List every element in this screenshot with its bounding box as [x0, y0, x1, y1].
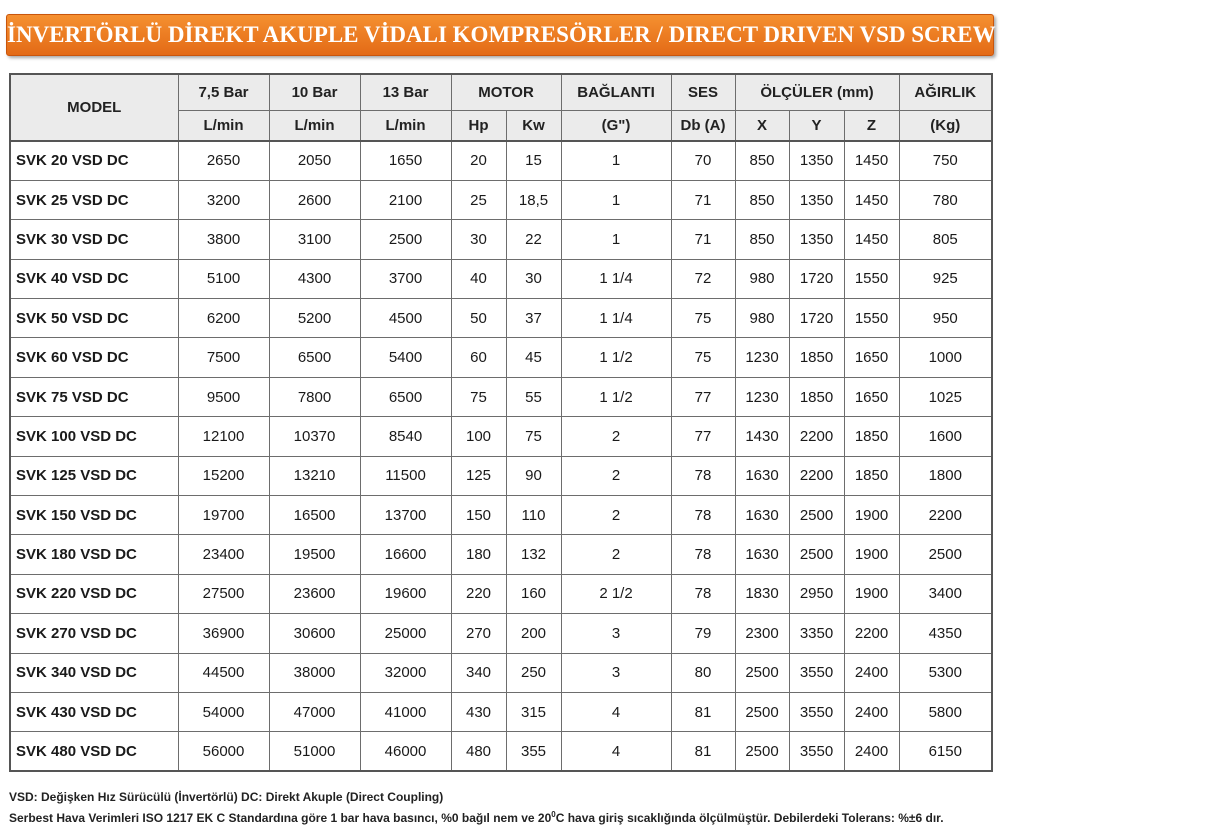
cell-7-5-bar: 3200: [178, 180, 269, 219]
cell-13-bar: 2500: [360, 220, 451, 259]
cell-hp: 340: [451, 653, 506, 692]
cell-z: 2200: [844, 614, 899, 653]
cell-connection: 1 1/4: [561, 259, 671, 298]
table-row: [10, 338, 992, 377]
cell-connection: 2: [561, 417, 671, 456]
table-body: [10, 141, 992, 771]
cell-7-5-bar: 54000: [178, 692, 269, 731]
cell-z: 1650: [844, 377, 899, 416]
unit-hp: Hp: [451, 110, 506, 141]
cell-hp: 40: [451, 259, 506, 298]
cell-model: SVK 150 VSD DC: [10, 496, 178, 535]
compressor-spec-table: [9, 73, 993, 772]
cell-x: 850: [735, 220, 789, 259]
cell-z: 1550: [844, 259, 899, 298]
cell-model: SVK 60 VSD DC: [10, 338, 178, 377]
cell-hp: 50: [451, 299, 506, 338]
cell-db: 71: [671, 220, 735, 259]
cell-13-bar: 13700: [360, 496, 451, 535]
cell-7-5-bar: 44500: [178, 653, 269, 692]
table-row: [10, 732, 992, 771]
cell-z: 2400: [844, 692, 899, 731]
cell-model: SVK 430 VSD DC: [10, 692, 178, 731]
cell-model: SVK 220 VSD DC: [10, 574, 178, 613]
cell-y: 3550: [789, 732, 844, 771]
cell-db: 78: [671, 574, 735, 613]
cell-db: 77: [671, 417, 735, 456]
cell-weight: 5300: [899, 653, 992, 692]
header-model: MODEL: [10, 74, 178, 141]
cell-kw: 160: [506, 574, 561, 613]
cell-weight: 6150: [899, 732, 992, 771]
cell-db: 80: [671, 653, 735, 692]
cell-kw: 90: [506, 456, 561, 495]
cell-hp: 60: [451, 338, 506, 377]
cell-y: 2500: [789, 535, 844, 574]
unit-z: Z: [844, 110, 899, 141]
cell-z: 1450: [844, 220, 899, 259]
cell-hp: 270: [451, 614, 506, 653]
cell-13-bar: 16600: [360, 535, 451, 574]
cell-weight: 750: [899, 141, 992, 180]
cell-connection: 2: [561, 496, 671, 535]
cell-hp: 25: [451, 180, 506, 219]
cell-7-5-bar: 19700: [178, 496, 269, 535]
cell-13-bar: 32000: [360, 653, 451, 692]
footnote-iso-superscript: 0: [551, 810, 556, 819]
cell-db: 75: [671, 338, 735, 377]
cell-db: 77: [671, 377, 735, 416]
cell-connection: 1 1/4: [561, 299, 671, 338]
cell-y: 3550: [789, 653, 844, 692]
cell-connection: 1: [561, 180, 671, 219]
cell-x: 980: [735, 259, 789, 298]
cell-weight: 1000: [899, 338, 992, 377]
cell-model: SVK 75 VSD DC: [10, 377, 178, 416]
cell-x: 1430: [735, 417, 789, 456]
cell-kw: 15: [506, 141, 561, 180]
header-agirlik: AĞIRLIK: [899, 74, 992, 110]
cell-y: 3350: [789, 614, 844, 653]
table-row: [10, 180, 992, 219]
cell-db: 78: [671, 496, 735, 535]
cell-z: 1850: [844, 456, 899, 495]
cell-db: 81: [671, 692, 735, 731]
cell-weight: 1025: [899, 377, 992, 416]
cell-10-bar: 13210: [269, 456, 360, 495]
cell-model: SVK 50 VSD DC: [10, 299, 178, 338]
cell-10-bar: 7800: [269, 377, 360, 416]
cell-y: 1350: [789, 141, 844, 180]
cell-db: 78: [671, 456, 735, 495]
cell-hp: 220: [451, 574, 506, 613]
header-7-5-bar: 7,5 Bar: [178, 74, 269, 110]
table-row: [10, 614, 992, 653]
cell-10-bar: 47000: [269, 692, 360, 731]
cell-y: 1720: [789, 299, 844, 338]
unit-kw: Kw: [506, 110, 561, 141]
cell-db: 81: [671, 732, 735, 771]
footnote-iso-text-b: C hava giriş sıcaklığında ölçülmüştür. Debilerdeki Toleran​s: %±6 dır.: [555, 811, 944, 825]
cell-hp: 150: [451, 496, 506, 535]
cell-db: 72: [671, 259, 735, 298]
cell-model: SVK 25 VSD DC: [10, 180, 178, 219]
table-row: [10, 299, 992, 338]
table-row: [10, 377, 992, 416]
cell-10-bar: 3100: [269, 220, 360, 259]
cell-connection: 4: [561, 732, 671, 771]
cell-y: 2200: [789, 417, 844, 456]
cell-x: 1630: [735, 535, 789, 574]
cell-10-bar: 4300: [269, 259, 360, 298]
cell-z: 1550: [844, 299, 899, 338]
cell-z: 2400: [844, 732, 899, 771]
cell-db: 75: [671, 299, 735, 338]
cell-hp: 430: [451, 692, 506, 731]
unit-x: X: [735, 110, 789, 141]
cell-model: SVK 340 VSD DC: [10, 653, 178, 692]
cell-connection: 1 1/2: [561, 377, 671, 416]
cell-weight: 2200: [899, 496, 992, 535]
cell-model: SVK 40 VSD DC: [10, 259, 178, 298]
cell-y: 1850: [789, 338, 844, 377]
cell-x: 2500: [735, 732, 789, 771]
cell-weight: 925: [899, 259, 992, 298]
cell-db: 79: [671, 614, 735, 653]
cell-kw: 45: [506, 338, 561, 377]
cell-hp: 75: [451, 377, 506, 416]
cell-kw: 200: [506, 614, 561, 653]
cell-10-bar: 19500: [269, 535, 360, 574]
cell-13-bar: 46000: [360, 732, 451, 771]
cell-13-bar: 3700: [360, 259, 451, 298]
cell-7-5-bar: 23400: [178, 535, 269, 574]
cell-model: SVK 270 VSD DC: [10, 614, 178, 653]
cell-weight: 2500: [899, 535, 992, 574]
cell-z: 1900: [844, 496, 899, 535]
page-title: İNVERTÖRLÜ DİREKT AKUPLE VİDALI KOMPRESÖRLER / DIRECT DRIVEN VSD SCREW AIR COMPRESSORS: [6, 14, 994, 56]
cell-hp: 100: [451, 417, 506, 456]
footnote-vsd: VSD: Değişken Hız Sürücülü (İnvertörlü) DC: Direkt Akuple (Direct Coupling): [9, 790, 444, 804]
table-row: [10, 220, 992, 259]
cell-weight: 3400: [899, 574, 992, 613]
header-olculer: ÖLÇÜLER (mm): [735, 74, 899, 110]
cell-z: 1900: [844, 574, 899, 613]
cell-model: SVK 480 VSD DC: [10, 732, 178, 771]
unit-kg: (Kg): [899, 110, 992, 141]
cell-model: SVK 180 VSD DC: [10, 535, 178, 574]
cell-weight: 950: [899, 299, 992, 338]
cell-model: SVK 100 VSD DC: [10, 417, 178, 456]
footnote-iso: [9, 810, 944, 825]
cell-hp: 180: [451, 535, 506, 574]
cell-7-5-bar: 2650: [178, 141, 269, 180]
cell-13-bar: 6500: [360, 377, 451, 416]
cell-10-bar: 5200: [269, 299, 360, 338]
header-ses: SES: [671, 74, 735, 110]
header-baglanti: BAĞLANTI: [561, 74, 671, 110]
cell-kw: 37: [506, 299, 561, 338]
cell-13-bar: 5400: [360, 338, 451, 377]
unit-db: Db (A): [671, 110, 735, 141]
cell-kw: 22: [506, 220, 561, 259]
cell-13-bar: 2100: [360, 180, 451, 219]
cell-7-5-bar: 5100: [178, 259, 269, 298]
cell-10-bar: 2600: [269, 180, 360, 219]
table-row: [10, 417, 992, 456]
table-row: [10, 653, 992, 692]
cell-db: 70: [671, 141, 735, 180]
table-row: [10, 259, 992, 298]
cell-13-bar: 19600: [360, 574, 451, 613]
cell-connection: 2: [561, 535, 671, 574]
unit-lmin-10: L/min: [269, 110, 360, 141]
cell-y: 1350: [789, 180, 844, 219]
cell-x: 1630: [735, 496, 789, 535]
table-row: [10, 141, 992, 180]
cell-kw: 30: [506, 259, 561, 298]
unit-lmin-7-5: L/min: [178, 110, 269, 141]
cell-13-bar: 4500: [360, 299, 451, 338]
cell-x: 1230: [735, 377, 789, 416]
header-motor: MOTOR: [451, 74, 561, 110]
cell-y: 2500: [789, 496, 844, 535]
cell-connection: 1 1/2: [561, 338, 671, 377]
table-row: [10, 692, 992, 731]
cell-weight: 1600: [899, 417, 992, 456]
unit-y: Y: [789, 110, 844, 141]
cell-10-bar: 2050: [269, 141, 360, 180]
cell-7-5-bar: 12100: [178, 417, 269, 456]
table-row: [10, 456, 992, 495]
cell-kw: 315: [506, 692, 561, 731]
cell-z: 1450: [844, 141, 899, 180]
cell-kw: 132: [506, 535, 561, 574]
cell-db: 78: [671, 535, 735, 574]
cell-10-bar: 38000: [269, 653, 360, 692]
cell-y: 1850: [789, 377, 844, 416]
cell-10-bar: 30600: [269, 614, 360, 653]
cell-connection: 1: [561, 141, 671, 180]
cell-x: 1630: [735, 456, 789, 495]
cell-7-5-bar: 27500: [178, 574, 269, 613]
cell-x: 2300: [735, 614, 789, 653]
cell-13-bar: 41000: [360, 692, 451, 731]
cell-y: 1720: [789, 259, 844, 298]
cell-x: 1230: [735, 338, 789, 377]
cell-13-bar: 8540: [360, 417, 451, 456]
cell-13-bar: 25000: [360, 614, 451, 653]
header-10-bar: 10 Bar: [269, 74, 360, 110]
cell-connection: 3: [561, 653, 671, 692]
cell-13-bar: 11500: [360, 456, 451, 495]
cell-y: 3550: [789, 692, 844, 731]
cell-7-5-bar: 36900: [178, 614, 269, 653]
cell-7-5-bar: 56000: [178, 732, 269, 771]
cell-connection: 4: [561, 692, 671, 731]
cell-x: 980: [735, 299, 789, 338]
table-row: [10, 535, 992, 574]
cell-kw: 18,5: [506, 180, 561, 219]
table-row: [10, 574, 992, 613]
cell-hp: 30: [451, 220, 506, 259]
cell-y: 2950: [789, 574, 844, 613]
cell-z: 2400: [844, 653, 899, 692]
cell-7-5-bar: 6200: [178, 299, 269, 338]
cell-model: SVK 125 VSD DC: [10, 456, 178, 495]
cell-7-5-bar: 7500: [178, 338, 269, 377]
cell-x: 1830: [735, 574, 789, 613]
cell-hp: 125: [451, 456, 506, 495]
cell-z: 1650: [844, 338, 899, 377]
cell-10-bar: 51000: [269, 732, 360, 771]
cell-7-5-bar: 3800: [178, 220, 269, 259]
footnote-iso-text-a: Serbest Hava Verimleri ISO 1217 EK C Standardına göre 1 bar hava basıncı, %0 bağıl nem ve 20: [9, 811, 552, 825]
cell-model: SVK 30 VSD DC: [10, 220, 178, 259]
cell-connection: 3: [561, 614, 671, 653]
cell-10-bar: 16500: [269, 496, 360, 535]
cell-y: 2200: [789, 456, 844, 495]
table-row: [10, 496, 992, 535]
cell-connection: 2 1/2: [561, 574, 671, 613]
cell-kw: 55: [506, 377, 561, 416]
cell-connection: 1: [561, 220, 671, 259]
cell-hp: 480: [451, 732, 506, 771]
cell-kw: 75: [506, 417, 561, 456]
cell-10-bar: 23600: [269, 574, 360, 613]
unit-g: (G"): [561, 110, 671, 141]
cell-10-bar: 10370: [269, 417, 360, 456]
cell-hp: 20: [451, 141, 506, 180]
cell-x: 850: [735, 180, 789, 219]
cell-weight: 805: [899, 220, 992, 259]
cell-7-5-bar: 15200: [178, 456, 269, 495]
unit-lmin-13: L/min: [360, 110, 451, 141]
cell-kw: 250: [506, 653, 561, 692]
cell-connection: 2: [561, 456, 671, 495]
cell-z: 1850: [844, 417, 899, 456]
cell-z: 1450: [844, 180, 899, 219]
cell-kw: 110: [506, 496, 561, 535]
cell-db: 71: [671, 180, 735, 219]
cell-kw: 355: [506, 732, 561, 771]
cell-x: 2500: [735, 692, 789, 731]
cell-10-bar: 6500: [269, 338, 360, 377]
cell-7-5-bar: 9500: [178, 377, 269, 416]
cell-x: 850: [735, 141, 789, 180]
cell-weight: 780: [899, 180, 992, 219]
cell-model: SVK 20 VSD DC: [10, 141, 178, 180]
table-header-row: [10, 74, 992, 110]
cell-weight: 1800: [899, 456, 992, 495]
cell-weight: 4350: [899, 614, 992, 653]
cell-z: 1900: [844, 535, 899, 574]
cell-x: 2500: [735, 653, 789, 692]
cell-y: 1350: [789, 220, 844, 259]
cell-weight: 5800: [899, 692, 992, 731]
header-13-bar: 13 Bar: [360, 74, 451, 110]
cell-13-bar: 1650: [360, 141, 451, 180]
